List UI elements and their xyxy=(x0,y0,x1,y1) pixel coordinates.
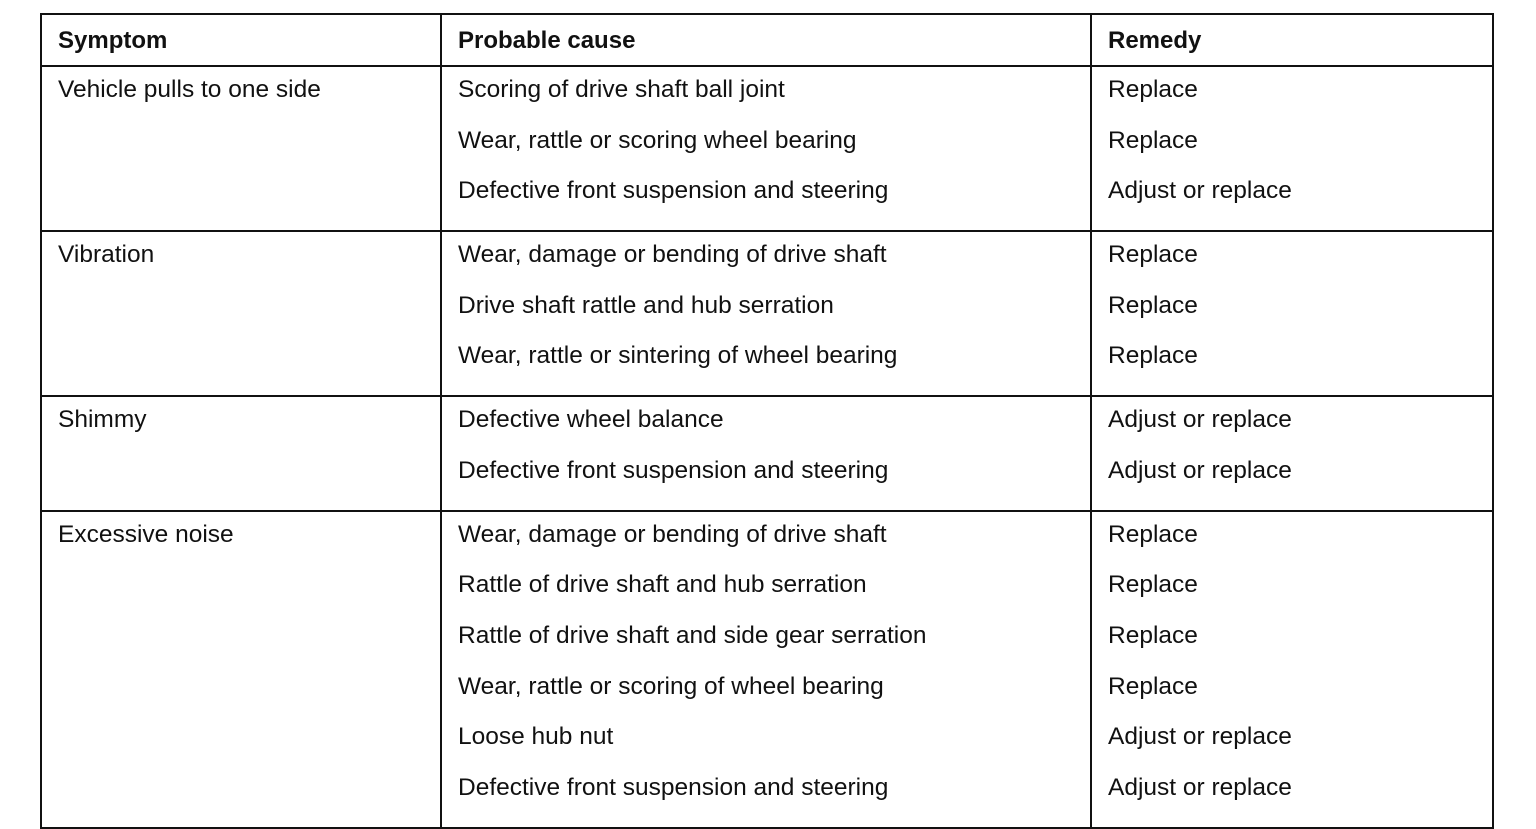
remedy-text: Replace xyxy=(1108,520,1198,548)
remedy-cell xyxy=(1091,396,1493,510)
remedy-text: Replace xyxy=(1108,241,1198,269)
remedy-text: Replace xyxy=(1108,672,1198,700)
table-row xyxy=(41,511,1493,828)
remedy-text: Adjust or replace xyxy=(1108,773,1292,801)
remedy-text: Replace xyxy=(1108,291,1198,319)
cause-text: Wear, rattle or sintering of wheel bearing xyxy=(458,342,898,370)
symptom-cell xyxy=(41,396,441,510)
cause-text: Loose hub nut xyxy=(458,723,614,751)
symptom-text: Excessive noise xyxy=(58,520,234,548)
cause-cell xyxy=(441,396,1091,510)
cause-text: Drive shaft rattle and hub serration xyxy=(458,291,834,319)
header-symptom: Symptom xyxy=(41,14,441,66)
cause-text: Wear, rattle or scoring of wheel bearing xyxy=(458,672,884,700)
symptom-text: Shimmy xyxy=(58,406,147,434)
table-row xyxy=(41,231,1493,396)
symptom-cell xyxy=(41,231,441,396)
troubleshooting-table xyxy=(40,13,1494,829)
cause-text: Defective wheel balance xyxy=(458,406,724,434)
header-probable-cause: Probable cause xyxy=(441,14,1091,66)
remedy-text: Replace xyxy=(1108,621,1198,649)
cause-text: Defective front suspension and steering xyxy=(458,177,889,205)
symptom-cell xyxy=(41,66,441,231)
table-row xyxy=(41,396,1493,510)
troubleshooting-table-container xyxy=(40,13,1492,829)
remedy-text: Adjust or replace xyxy=(1108,723,1292,751)
cause-text: Defective front suspension and steering xyxy=(458,773,889,801)
remedy-cell xyxy=(1091,511,1493,828)
header-remedy: Remedy xyxy=(1091,14,1493,66)
symptom-text: Vibration xyxy=(58,241,155,269)
cause-text: Rattle of drive shaft and hub serration xyxy=(458,571,867,599)
remedy-text: Replace xyxy=(1108,76,1198,103)
remedy-text: Replace xyxy=(1108,571,1198,599)
symptom-text: Vehicle pulls to one side xyxy=(58,76,321,103)
remedy-text: Adjust or replace xyxy=(1108,177,1292,205)
symptom-cell xyxy=(41,511,441,828)
cause-text: Defective front suspension and steering xyxy=(458,456,889,484)
cause-text: Wear, damage or bending of drive shaft xyxy=(458,241,887,269)
remedy-cell xyxy=(1091,231,1493,396)
cause-text: Wear, rattle or scoring wheel bearing xyxy=(458,126,857,154)
table-row xyxy=(41,66,1493,231)
remedy-text: Adjust or replace xyxy=(1108,456,1292,484)
cause-text: Rattle of drive shaft and side gear serration xyxy=(458,621,927,649)
remedy-text: Replace xyxy=(1108,126,1198,154)
header-row xyxy=(41,14,1493,66)
remedy-text: Adjust or replace xyxy=(1108,406,1292,434)
cause-text: Scoring of drive shaft ball joint xyxy=(458,76,785,103)
cause-cell xyxy=(441,66,1091,231)
cause-text: Wear, damage or bending of drive shaft xyxy=(458,520,887,548)
cause-cell xyxy=(441,511,1091,828)
remedy-cell xyxy=(1091,66,1493,231)
cause-cell xyxy=(441,231,1091,396)
remedy-text: Replace xyxy=(1108,342,1198,370)
